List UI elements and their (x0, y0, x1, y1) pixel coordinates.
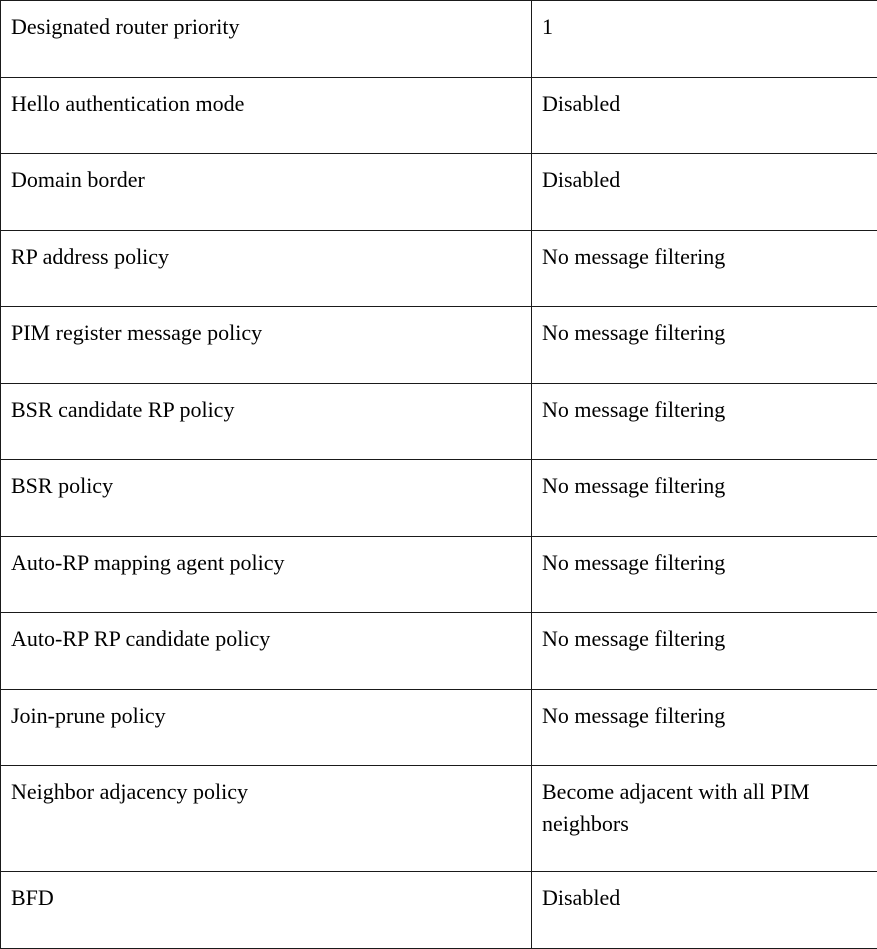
default-value-cell: No message filtering (532, 689, 877, 766)
default-value-cell: No message filtering (532, 613, 877, 690)
parameter-cell: Designated router priority (1, 1, 532, 78)
parameter-cell: BFD (1, 872, 532, 949)
parameter-cell: Domain border (1, 154, 532, 231)
default-value-cell: No message filtering (532, 230, 877, 307)
default-value-cell: Become adjacent with all PIM neighbors (532, 766, 877, 872)
default-value-cell: No message filtering (532, 536, 877, 613)
table-row (1, 689, 877, 766)
table-row (1, 766, 877, 872)
parameter-cell: Auto-RP RP candidate policy (1, 613, 532, 690)
parameter-cell: BSR candidate RP policy (1, 383, 532, 460)
table-row (1, 383, 877, 460)
parameter-cell: RP address policy (1, 230, 532, 307)
table-row (1, 1, 877, 78)
parameter-cell: PIM register message policy (1, 307, 532, 384)
table-row (1, 307, 877, 384)
table-row (1, 536, 877, 613)
table-row (1, 613, 877, 690)
default-value-cell: Disabled (532, 872, 877, 949)
default-value-cell: No message filtering (532, 307, 877, 384)
table-row (1, 872, 877, 949)
default-value-cell: Disabled (532, 77, 877, 154)
default-value-cell: No message filtering (532, 383, 877, 460)
table-row (1, 77, 877, 154)
parameter-cell: Hello authentication mode (1, 77, 532, 154)
table-row (1, 230, 877, 307)
default-value-cell: No message filtering (532, 460, 877, 537)
table-row (1, 154, 877, 231)
parameter-cell: BSR policy (1, 460, 532, 537)
parameter-cell: Join-prune policy (1, 689, 532, 766)
default-value-cell: Disabled (532, 154, 877, 231)
table-row (1, 460, 877, 537)
parameter-cell: Auto-RP mapping agent policy (1, 536, 532, 613)
parameter-cell: Neighbor adjacency policy (1, 766, 532, 872)
default-value-cell: 1 (532, 1, 877, 78)
